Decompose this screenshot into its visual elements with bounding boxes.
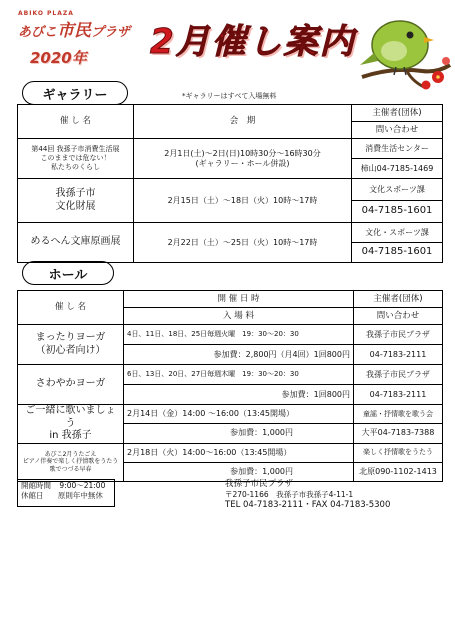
event-period-line: 2月1日(土)～2日(日)10時30分～16時30分 bbox=[164, 148, 321, 158]
hall-header-contact: 問い合わせ bbox=[354, 308, 443, 325]
event-contact: 大平04-7183-7388 bbox=[354, 424, 443, 443]
hall-header-datetime: 開 催 日 時 bbox=[124, 291, 354, 308]
event-contact: 04-7183-2111 bbox=[354, 385, 443, 405]
event-name-line: ピアノ伴奏で楽しく抒情歌をうたう bbox=[22, 458, 119, 466]
opening-hours bbox=[21, 481, 111, 491]
footer-address: 〒270-1166 我孫子市我孫子4-11-1 bbox=[225, 490, 354, 500]
event-name-line: まったりヨーガ bbox=[35, 332, 106, 343]
event-organizer: 我孫子市民プラザ bbox=[354, 325, 443, 345]
hall-section-label: ホール bbox=[22, 261, 114, 285]
event-period: 2月15日（土）～18日（火）10時～17時 bbox=[134, 179, 352, 223]
event-name bbox=[18, 325, 124, 365]
event-name: めるへん文庫原画展 bbox=[18, 223, 134, 263]
event-organizer: 童謡・抒情歌を歌う会 bbox=[354, 405, 443, 424]
hall-header-fee: 入 場 料 bbox=[124, 308, 354, 325]
event-fee: 参加費：1,000円 bbox=[124, 424, 354, 443]
event-date: 6日、13日、20日、27日毎週木曜 19：30～20：30 bbox=[124, 365, 354, 385]
event-name bbox=[18, 405, 124, 444]
gallery-section-label: ギャラリー bbox=[22, 81, 128, 105]
event-contact: 04-7185-1601 bbox=[352, 243, 443, 263]
event-fee: 参加費：1回800円 bbox=[124, 385, 354, 405]
event-date: 2月14日（金）14:00 ～16:00（13:45開場） bbox=[124, 405, 354, 424]
bird-on-plum-branch-icon bbox=[352, 5, 452, 90]
table-row bbox=[18, 443, 443, 462]
event-fee: 参加費：2,800円（月4回）1回800円 bbox=[124, 345, 354, 365]
event-name bbox=[18, 139, 134, 179]
event-date: 4日、11日、18日、25日毎週火曜 19：30～20：30 bbox=[124, 325, 354, 345]
event-name-line: 歌でつづる早春 bbox=[49, 465, 92, 473]
event-period bbox=[134, 139, 352, 179]
gallery-header-contact: 問い合わせ bbox=[352, 122, 443, 139]
event-contact: 04-7185-1601 bbox=[352, 201, 443, 223]
contact-info bbox=[225, 479, 390, 511]
logo bbox=[18, 16, 130, 41]
event-name bbox=[18, 179, 134, 223]
event-name-line: （初心者向け） bbox=[35, 344, 106, 356]
closed-days-label: 休館日 bbox=[21, 491, 44, 501]
event-name-line: 第44回 我孫子市消費生活展 bbox=[31, 145, 120, 154]
event-organizer: 我孫子市民プラザ bbox=[354, 365, 443, 385]
gallery-header-period: 会 期 bbox=[134, 105, 352, 139]
event-name-line: ご一緒に歌いましょう bbox=[25, 405, 116, 429]
year-label: 2020年 bbox=[30, 49, 87, 67]
gallery-header-name: 催 し 名 bbox=[18, 105, 134, 139]
hall-header-name: 催 し 名 bbox=[18, 291, 124, 325]
event-name-line: in 我孫子 bbox=[49, 430, 92, 441]
opening-hours-box bbox=[17, 479, 115, 507]
event-name bbox=[18, 443, 124, 481]
event-name: さわやかヨーガ bbox=[18, 365, 124, 405]
table-row bbox=[18, 291, 443, 308]
hall-table bbox=[17, 290, 443, 482]
logo-suffix: プラザ bbox=[91, 25, 131, 40]
gallery-header-organizer: 主催者(団体) bbox=[352, 105, 443, 122]
event-period: 2月22日（土）～25日（火）10時～17時 bbox=[134, 223, 352, 263]
event-contact: 柿山04-7185-1469 bbox=[352, 159, 443, 179]
table-row bbox=[18, 105, 443, 122]
event-contact: 北原090-1102-1413 bbox=[354, 462, 443, 481]
logo-main-text: 市民 bbox=[57, 21, 92, 41]
event-fee: 参加費：1,000円 bbox=[124, 462, 354, 481]
table-row bbox=[18, 223, 443, 243]
event-contact: 04-7183-2111 bbox=[354, 345, 443, 365]
event-organizer: 文化・スポーツ課 bbox=[352, 223, 443, 243]
opening-hours-value: 9:00～21:00 bbox=[59, 481, 106, 490]
hall-header-organizer: 主催者(団体) bbox=[354, 291, 443, 308]
event-name-line: このままでは危ない！ bbox=[40, 154, 111, 163]
closed-days-value: 原則年中無休 bbox=[57, 491, 103, 501]
table-row bbox=[18, 405, 443, 424]
logo-prefix: あびこ bbox=[18, 25, 58, 40]
logo-subtitle: ABIKO PLAZA bbox=[18, 10, 74, 17]
table-row bbox=[18, 179, 443, 201]
gallery-note: *ギャラリーはすべて入場無料 bbox=[182, 92, 277, 100]
footer-tel-fax: TEL 04-7183-2111・FAX 04-7183-5300 bbox=[225, 499, 391, 510]
event-organizer: 楽しく抒情歌をうたう bbox=[354, 443, 443, 462]
event-name-line: 我孫子市 bbox=[55, 188, 96, 199]
closed-days bbox=[21, 491, 111, 501]
footer-org: 我孫子市民プラザ bbox=[225, 479, 294, 489]
opening-hours-label: 開館時間 bbox=[21, 481, 51, 490]
event-name-line: 文化財展 bbox=[55, 200, 96, 212]
event-period-line: (ギャラリー・ホール併設) bbox=[195, 158, 290, 168]
event-organizer: 消費生活センター bbox=[352, 139, 443, 159]
event-name-line: 私たちのくらし bbox=[51, 162, 100, 171]
event-name-line: あびこ2月うたごえ bbox=[44, 451, 97, 459]
event-organizer: 文化スポーツ課 bbox=[352, 179, 443, 201]
gallery-table bbox=[17, 104, 443, 263]
table-row bbox=[18, 365, 443, 385]
table-row bbox=[18, 325, 443, 345]
page-title: 2月催し案内 bbox=[150, 22, 356, 62]
table-row bbox=[18, 139, 443, 159]
event-date: 2月18日（火）14:00～16:00（13:45開場） bbox=[124, 443, 354, 462]
